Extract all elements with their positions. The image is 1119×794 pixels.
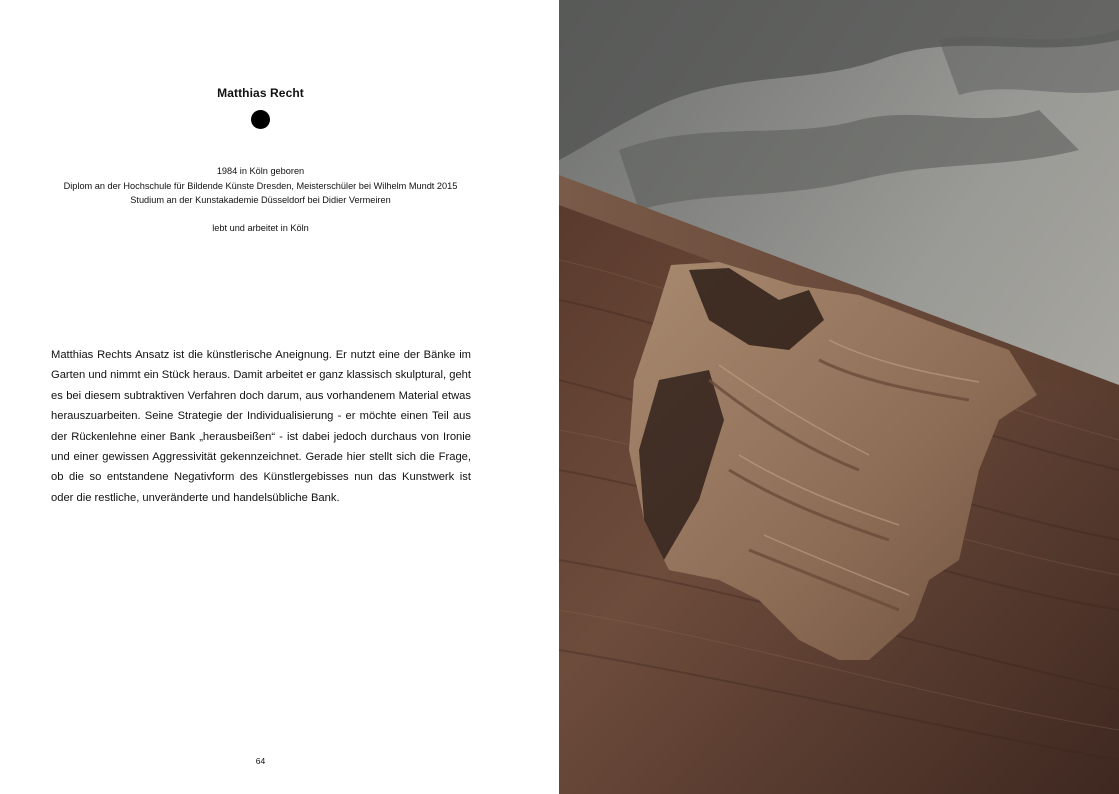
- artist-name-heading: Matthias Recht: [217, 86, 304, 100]
- photo-illustration: [559, 0, 1119, 794]
- black-dot-icon: [251, 110, 270, 129]
- bio-line-study: Studium an der Kunstakademie Düsseldorf bei Didier Vermeiren: [130, 195, 391, 206]
- left-page: [0, 0, 559, 794]
- body-paragraph: Matthias Rechts Ansatz ist die künstlerische Aneignung. Er nutzt eine der Bänke im Garten und nimmt ein Stück heraus. Damit arbeitet er ganz klassisch skulptural, geht es bei diesem subtraktiven Verfahren doch darum, aus vorhandenem Material etwas herauszuarbeiten. Seine Strategie der Individualisierung - er möchte einen Teil aus der Rückenlehne einer Bank „herausbeißen“ - ist dabei jedoch durchaus von Ironie und einer gewissen Aggressivität gekennzeichnet. Gerade hier stellt sich die Frage, ob die so entstandene Negativform des Künstlergebisses nun das Kunstwerk ist oder die restliche, unveränderte und handelsübliche Bank.: [51, 349, 471, 504]
- bio-line-residence: lebt und arbeitet in Köln: [212, 222, 309, 233]
- artist-bio: [0, 164, 521, 235]
- bio-spacer: [0, 208, 521, 221]
- bio-line-birth: 1984 in Köln geboren: [216, 166, 305, 176]
- bio-line-diploma: Diplom an der Hochschule für Bildende Künste Dresden, Meisterschüler bei Wilhelm Mundt 2015: [63, 180, 458, 191]
- page-number: 64: [255, 756, 266, 766]
- carved-bench-photo: [559, 0, 1119, 794]
